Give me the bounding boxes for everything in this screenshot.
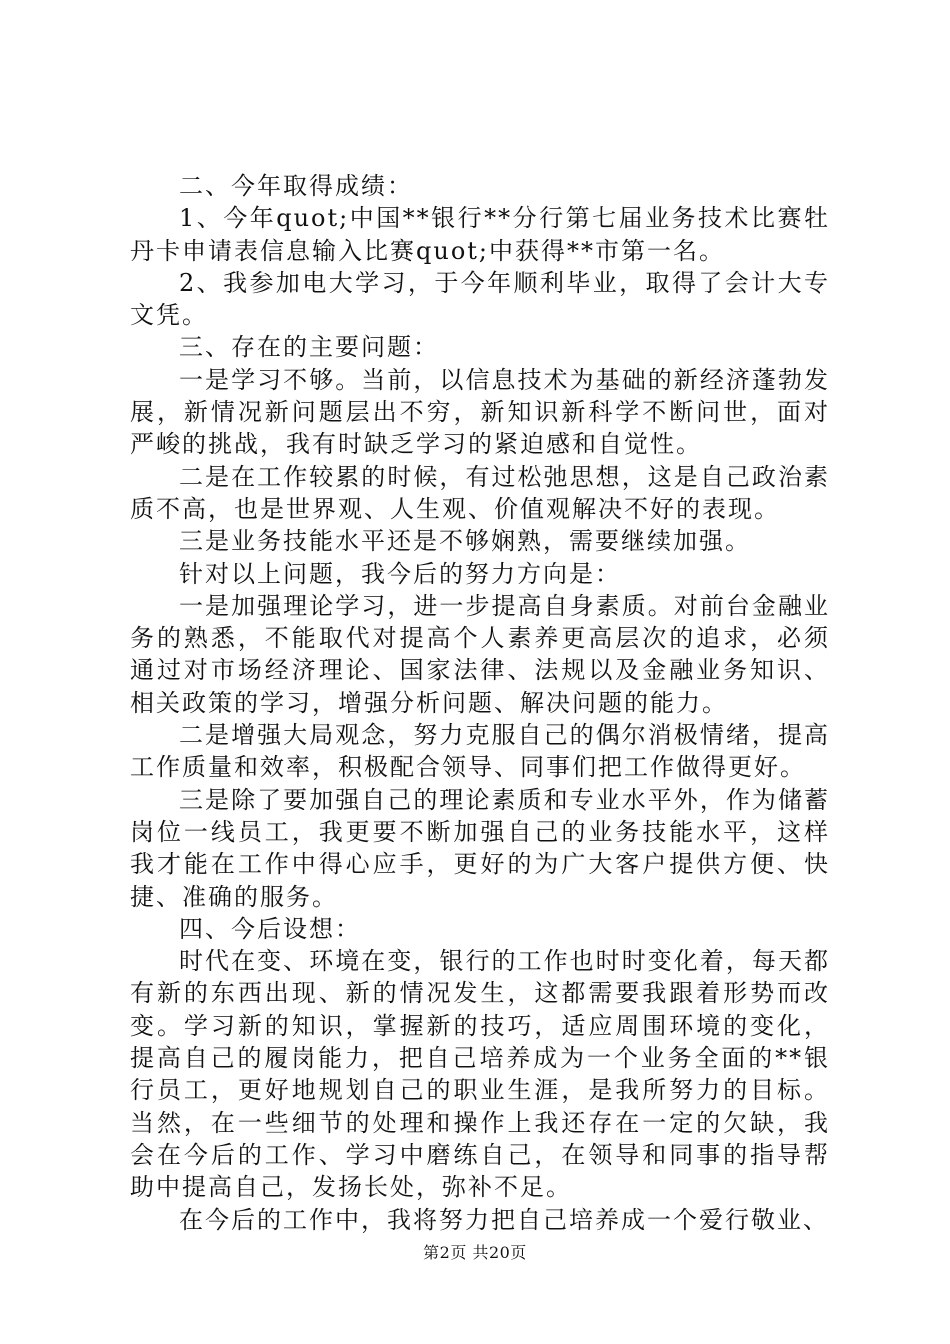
paragraph-direction-intro: 针对以上问题，我今后的努力方向是： bbox=[179, 559, 621, 588]
paragraph-plans: 时代在变、环境在变，银行的工作也时时变化着，每天都有新的东西出现、新的情况发生，这都需要我跟着形势而改变。学习新的知识，掌握新的技巧，适应周围环境的变化，提高自己的履岗能力，把自己培养成为一个业务全面的**银行员工，更好地规划自己的职业生涯，是我所努力的目标。当然，在一些细节的处理和操作上我还存在一定的欠缺，我会在今后的工作、学习中磨练自己，在领导和同事的指导帮助中提高自己，发扬长处，弥补不足。 bbox=[130, 947, 830, 1202]
paragraph-problem-3: 三是业务技能水平还是不够娴熟，需要继续加强。 bbox=[179, 527, 751, 556]
paragraph-direction-1: 一是加强理论学习，进一步提高自身素质。对前台金融业务的熟悉，不能取代对提高个人素养更高层次的追求，必须通过对市场经济理论、国家法律、法规以及金融业务知识、相关政策的学习，增强分析问题、解决问题的能力。 bbox=[130, 591, 830, 717]
paragraph-problem-2: 二是在工作较累的时候，有过松弛思想，这是自己政治素质不高，也是世界观、人生观、价值观解决不好的表现。 bbox=[130, 462, 830, 523]
paragraph-problem-1: 一是学习不够。当前，以信息技术为基础的新经济蓬勃发展，新情况新问题层出不穷，新知识新科学不断问世，面对严峻的挑战，我有时缺乏学习的紧迫感和自觉性。 bbox=[130, 365, 830, 459]
paragraph-direction-3: 三是除了要加强自己的理论素质和专业水平外，作为储蓄岗位一线员工，我更要不断加强自己的业务技能水平，这样我才能在工作中得心应手，更好的为广大客户提供方便、快捷、准确的服务。 bbox=[130, 785, 830, 911]
section-heading-problems: 三、存在的主要问题： bbox=[179, 333, 439, 362]
paragraph-achievement-2: 2、我参加电大学习，于今年顺利毕业，取得了会计大专文凭。 bbox=[130, 268, 830, 330]
document-body bbox=[130, 170, 830, 1236]
section-heading-achievements: 二、今年取得成绩： bbox=[179, 172, 413, 200]
paragraph-closing: 在今后的工作中，我将努力把自己培养成一个爱行敬业、 bbox=[179, 1205, 829, 1234]
paragraph-direction-2: 二是增强大局观念，努力克服自己的偶尔消极情绪，提高工作质量和效率，积极配合领导、同事们把工作做得更好。 bbox=[130, 721, 830, 782]
paragraph-achievement-1: 1、今年quot;中国**银行**分行第七届业务技术比赛牡丹卡申请表信息输入比赛quot;中获得**市第一名。 bbox=[130, 204, 830, 265]
section-heading-plans: 四、今后设想： bbox=[179, 914, 361, 943]
page-number-footer: 第2页 共20页 bbox=[423, 1243, 527, 1262]
